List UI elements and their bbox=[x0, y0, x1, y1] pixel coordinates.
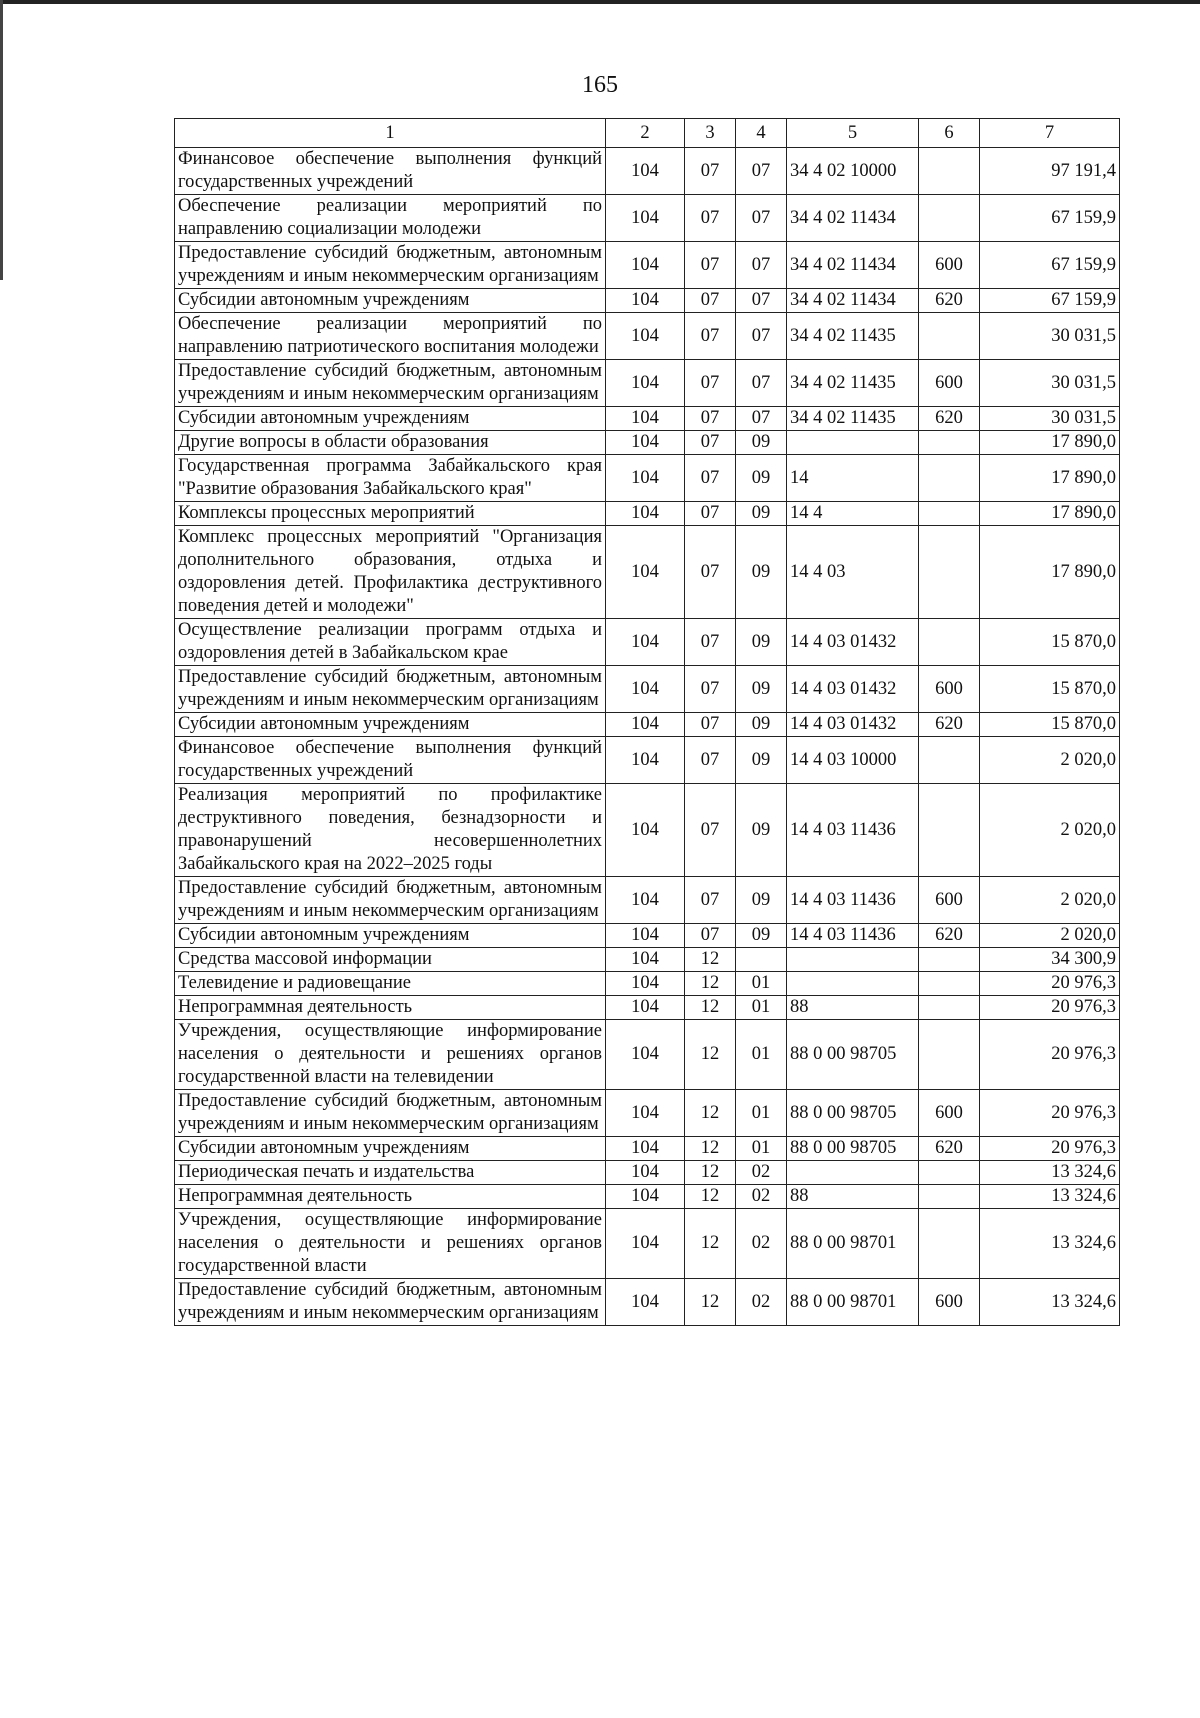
row-name-cell: Учреждения, осуществляющие информирование населения о деятельности и решениях органов государственной власти на телевидении bbox=[175, 1020, 606, 1090]
row-code-6-cell bbox=[919, 195, 980, 242]
table-row bbox=[175, 242, 1120, 289]
row-code-2-cell: 104 bbox=[606, 1020, 685, 1090]
row-name-cell: Непрограммная деятельность bbox=[175, 1185, 606, 1209]
row-code-4-cell: 09 bbox=[736, 737, 787, 784]
row-code-2-cell: 104 bbox=[606, 924, 685, 948]
page-number: 165 bbox=[582, 72, 618, 98]
row-code-5-cell: 14 4 03 10000 bbox=[787, 737, 919, 784]
row-code-6-cell: 600 bbox=[919, 360, 980, 407]
table-row bbox=[175, 1209, 1120, 1279]
page-top-edge bbox=[0, 0, 1200, 4]
row-name-cell: Предоставление субсидий бюджетным, автономным учреждениям и иным некоммерческим организациям bbox=[175, 877, 606, 924]
row-code-5-cell: 34 4 02 11434 bbox=[787, 289, 919, 313]
row-code-3-cell: 07 bbox=[685, 195, 736, 242]
row-code-6-cell bbox=[919, 1185, 980, 1209]
row-code-5-cell: 88 0 00 98705 bbox=[787, 1137, 919, 1161]
table-body bbox=[175, 148, 1120, 1326]
row-code-3-cell: 12 bbox=[685, 996, 736, 1020]
row-code-5-cell: 14 4 03 11436 bbox=[787, 924, 919, 948]
row-code-2-cell: 104 bbox=[606, 526, 685, 619]
row-code-5-cell: 14 bbox=[787, 455, 919, 502]
row-code-3-cell: 07 bbox=[685, 455, 736, 502]
row-code-3-cell: 07 bbox=[685, 666, 736, 713]
row-code-3-cell: 07 bbox=[685, 242, 736, 289]
row-code-2-cell: 104 bbox=[606, 289, 685, 313]
row-code-5-cell bbox=[787, 948, 919, 972]
row-code-2-cell: 104 bbox=[606, 242, 685, 289]
row-amount-cell: 20 976,3 bbox=[980, 996, 1120, 1020]
row-amount-cell: 17 890,0 bbox=[980, 502, 1120, 526]
row-amount-cell: 15 870,0 bbox=[980, 713, 1120, 737]
row-code-4-cell: 09 bbox=[736, 455, 787, 502]
row-amount-cell: 13 324,6 bbox=[980, 1185, 1120, 1209]
row-amount-cell: 13 324,6 bbox=[980, 1279, 1120, 1326]
row-code-4-cell: 09 bbox=[736, 666, 787, 713]
row-code-3-cell: 07 bbox=[685, 360, 736, 407]
table-row bbox=[175, 972, 1120, 996]
row-code-2-cell: 104 bbox=[606, 1185, 685, 1209]
row-amount-cell: 67 159,9 bbox=[980, 242, 1120, 289]
row-code-6-cell bbox=[919, 737, 980, 784]
row-code-3-cell: 07 bbox=[685, 148, 736, 195]
row-code-2-cell: 104 bbox=[606, 619, 685, 666]
row-code-6-cell: 620 bbox=[919, 713, 980, 737]
row-code-2-cell: 104 bbox=[606, 360, 685, 407]
row-name-cell: Обеспечение реализации мероприятий по направлению патриотического воспитания молодежи bbox=[175, 313, 606, 360]
row-code-3-cell: 12 bbox=[685, 1279, 736, 1326]
row-code-4-cell: 09 bbox=[736, 526, 787, 619]
row-code-5-cell bbox=[787, 431, 919, 455]
row-code-5-cell: 88 0 00 98701 bbox=[787, 1209, 919, 1279]
row-code-6-cell: 600 bbox=[919, 877, 980, 924]
table-row bbox=[175, 502, 1120, 526]
row-amount-cell: 30 031,5 bbox=[980, 313, 1120, 360]
row-name-cell: Предоставление субсидий бюджетным, автономным учреждениям и иным некоммерческим организациям bbox=[175, 360, 606, 407]
row-code-4-cell: 07 bbox=[736, 313, 787, 360]
row-code-2-cell: 104 bbox=[606, 1090, 685, 1137]
column-header: 4 bbox=[736, 119, 787, 148]
row-code-3-cell: 07 bbox=[685, 713, 736, 737]
budget-table bbox=[174, 118, 1120, 1326]
table-row bbox=[175, 526, 1120, 619]
row-amount-cell: 97 191,4 bbox=[980, 148, 1120, 195]
row-name-cell: Субсидии автономным учреждениям bbox=[175, 407, 606, 431]
table-row bbox=[175, 455, 1120, 502]
row-code-5-cell: 88 0 00 98705 bbox=[787, 1090, 919, 1137]
row-name-cell: Предоставление субсидий бюджетным, автономным учреждениям и иным некоммерческим организациям bbox=[175, 1090, 606, 1137]
row-code-3-cell: 07 bbox=[685, 431, 736, 455]
row-name-cell: Субсидии автономным учреждениям bbox=[175, 713, 606, 737]
row-name-cell: Реализация мероприятий по профилактике деструктивного поведения, безнадзорности и правонарушений несовершеннолетних Забайкальского края на 2022–2025 годы bbox=[175, 784, 606, 877]
row-code-6-cell bbox=[919, 948, 980, 972]
row-code-5-cell: 34 4 02 11435 bbox=[787, 360, 919, 407]
row-amount-cell: 67 159,9 bbox=[980, 289, 1120, 313]
row-code-6-cell: 600 bbox=[919, 1090, 980, 1137]
row-code-4-cell: 07 bbox=[736, 195, 787, 242]
table-row bbox=[175, 924, 1120, 948]
row-code-4-cell: 07 bbox=[736, 148, 787, 195]
row-code-6-cell bbox=[919, 455, 980, 502]
table-row bbox=[175, 1185, 1120, 1209]
row-code-3-cell: 07 bbox=[685, 502, 736, 526]
row-amount-cell: 15 870,0 bbox=[980, 666, 1120, 713]
row-code-4-cell: 09 bbox=[736, 784, 787, 877]
row-code-6-cell bbox=[919, 313, 980, 360]
row-name-cell: Непрограммная деятельность bbox=[175, 996, 606, 1020]
row-code-3-cell: 07 bbox=[685, 289, 736, 313]
row-amount-cell: 17 890,0 bbox=[980, 431, 1120, 455]
row-code-4-cell: 07 bbox=[736, 289, 787, 313]
row-code-5-cell: 34 4 02 11435 bbox=[787, 313, 919, 360]
row-amount-cell: 20 976,3 bbox=[980, 1090, 1120, 1137]
row-code-5-cell: 14 4 03 01432 bbox=[787, 666, 919, 713]
row-code-6-cell: 620 bbox=[919, 407, 980, 431]
row-amount-cell: 2 020,0 bbox=[980, 877, 1120, 924]
row-code-6-cell bbox=[919, 996, 980, 1020]
row-code-3-cell: 12 bbox=[685, 1185, 736, 1209]
row-code-3-cell: 07 bbox=[685, 313, 736, 360]
row-code-6-cell: 620 bbox=[919, 924, 980, 948]
row-amount-cell: 30 031,5 bbox=[980, 360, 1120, 407]
row-code-4-cell: 09 bbox=[736, 924, 787, 948]
row-code-2-cell: 104 bbox=[606, 431, 685, 455]
row-code-2-cell: 104 bbox=[606, 1209, 685, 1279]
row-amount-cell: 67 159,9 bbox=[980, 195, 1120, 242]
row-code-3-cell: 07 bbox=[685, 407, 736, 431]
row-code-4-cell: 01 bbox=[736, 1090, 787, 1137]
row-amount-cell: 30 031,5 bbox=[980, 407, 1120, 431]
table-row bbox=[175, 289, 1120, 313]
row-code-6-cell: 600 bbox=[919, 1279, 980, 1326]
row-code-4-cell: 01 bbox=[736, 972, 787, 996]
row-code-4-cell: 09 bbox=[736, 713, 787, 737]
table-row bbox=[175, 1279, 1120, 1326]
row-amount-cell: 17 890,0 bbox=[980, 455, 1120, 502]
row-code-4-cell: 01 bbox=[736, 996, 787, 1020]
column-header: 5 bbox=[787, 119, 919, 148]
row-code-4-cell: 01 bbox=[736, 1137, 787, 1161]
row-code-2-cell: 104 bbox=[606, 455, 685, 502]
row-code-3-cell: 07 bbox=[685, 526, 736, 619]
row-code-3-cell: 12 bbox=[685, 1209, 736, 1279]
row-code-6-cell bbox=[919, 1209, 980, 1279]
row-code-6-cell bbox=[919, 1020, 980, 1090]
row-code-4-cell: 02 bbox=[736, 1161, 787, 1185]
row-code-6-cell bbox=[919, 502, 980, 526]
table-row bbox=[175, 948, 1120, 972]
row-code-5-cell: 34 4 02 11435 bbox=[787, 407, 919, 431]
row-code-2-cell: 104 bbox=[606, 195, 685, 242]
table-header-row bbox=[175, 119, 1120, 148]
row-code-3-cell: 07 bbox=[685, 877, 736, 924]
row-name-cell: Обеспечение реализации мероприятий по направлению социализации молодежи bbox=[175, 195, 606, 242]
table-row bbox=[175, 784, 1120, 877]
row-code-4-cell: 07 bbox=[736, 360, 787, 407]
row-amount-cell: 13 324,6 bbox=[980, 1161, 1120, 1185]
row-code-5-cell: 88 bbox=[787, 996, 919, 1020]
row-amount-cell: 2 020,0 bbox=[980, 924, 1120, 948]
row-code-6-cell bbox=[919, 431, 980, 455]
column-header: 2 bbox=[606, 119, 685, 148]
row-name-cell: Финансовое обеспечение выполнения функций государственных учреждений bbox=[175, 737, 606, 784]
row-code-3-cell: 07 bbox=[685, 784, 736, 877]
row-code-2-cell: 104 bbox=[606, 313, 685, 360]
row-name-cell: Комплекс процессных мероприятий "Организация дополнительного образования, отдыха и оздоровления детей. Профилактика деструктивного поведения детей и молодежи" bbox=[175, 526, 606, 619]
row-code-6-cell bbox=[919, 148, 980, 195]
table-row bbox=[175, 713, 1120, 737]
row-code-4-cell: 09 bbox=[736, 502, 787, 526]
row-code-4-cell bbox=[736, 948, 787, 972]
row-code-6-cell: 600 bbox=[919, 242, 980, 289]
row-amount-cell: 2 020,0 bbox=[980, 737, 1120, 784]
row-code-3-cell: 12 bbox=[685, 1020, 736, 1090]
row-code-6-cell bbox=[919, 972, 980, 996]
row-name-cell: Субсидии автономным учреждениям bbox=[175, 924, 606, 948]
table-row bbox=[175, 619, 1120, 666]
row-code-2-cell: 104 bbox=[606, 948, 685, 972]
row-code-5-cell: 34 4 02 11434 bbox=[787, 242, 919, 289]
row-code-3-cell: 07 bbox=[685, 737, 736, 784]
row-code-2-cell: 104 bbox=[606, 407, 685, 431]
row-code-4-cell: 02 bbox=[736, 1279, 787, 1326]
table-row bbox=[175, 1137, 1120, 1161]
row-code-2-cell: 104 bbox=[606, 1279, 685, 1326]
row-amount-cell: 2 020,0 bbox=[980, 784, 1120, 877]
row-code-2-cell: 104 bbox=[606, 737, 685, 784]
row-amount-cell: 13 324,6 bbox=[980, 1209, 1120, 1279]
row-code-2-cell: 104 bbox=[606, 502, 685, 526]
row-code-2-cell: 104 bbox=[606, 1161, 685, 1185]
row-code-5-cell: 14 4 bbox=[787, 502, 919, 526]
row-code-4-cell: 02 bbox=[736, 1185, 787, 1209]
table-row bbox=[175, 1020, 1120, 1090]
row-name-cell: Комплексы процессных мероприятий bbox=[175, 502, 606, 526]
row-code-6-cell bbox=[919, 1161, 980, 1185]
table-row bbox=[175, 195, 1120, 242]
row-code-3-cell: 07 bbox=[685, 924, 736, 948]
row-name-cell: Другие вопросы в области образования bbox=[175, 431, 606, 455]
row-code-2-cell: 104 bbox=[606, 784, 685, 877]
row-code-3-cell: 07 bbox=[685, 619, 736, 666]
row-code-5-cell: 88 0 00 98705 bbox=[787, 1020, 919, 1090]
row-name-cell: Предоставление субсидий бюджетным, автономным учреждениям и иным некоммерческим организациям bbox=[175, 1279, 606, 1326]
row-code-3-cell: 12 bbox=[685, 1137, 736, 1161]
row-code-3-cell: 12 bbox=[685, 1090, 736, 1137]
page-left-edge bbox=[0, 0, 3, 280]
row-code-5-cell: 88 0 00 98701 bbox=[787, 1279, 919, 1326]
row-code-4-cell: 07 bbox=[736, 407, 787, 431]
row-code-4-cell: 01 bbox=[736, 1020, 787, 1090]
row-code-6-cell: 620 bbox=[919, 1137, 980, 1161]
row-code-2-cell: 104 bbox=[606, 1137, 685, 1161]
column-header: 6 bbox=[919, 119, 980, 148]
row-amount-cell: 17 890,0 bbox=[980, 526, 1120, 619]
row-code-3-cell: 12 bbox=[685, 972, 736, 996]
table-row bbox=[175, 407, 1120, 431]
row-name-cell: Средства массовой информации bbox=[175, 948, 606, 972]
row-code-5-cell: 34 4 02 10000 bbox=[787, 148, 919, 195]
table-row bbox=[175, 148, 1120, 195]
row-name-cell: Учреждения, осуществляющие информирование населения о деятельности и решениях органов государственной власти bbox=[175, 1209, 606, 1279]
row-code-4-cell: 09 bbox=[736, 431, 787, 455]
row-amount-cell: 20 976,3 bbox=[980, 972, 1120, 996]
column-header: 7 bbox=[980, 119, 1120, 148]
row-code-5-cell: 34 4 02 11434 bbox=[787, 195, 919, 242]
row-code-2-cell: 104 bbox=[606, 877, 685, 924]
table-row bbox=[175, 996, 1120, 1020]
row-code-5-cell: 14 4 03 bbox=[787, 526, 919, 619]
table-row bbox=[175, 737, 1120, 784]
row-code-6-cell: 600 bbox=[919, 666, 980, 713]
row-code-6-cell bbox=[919, 619, 980, 666]
table-row bbox=[175, 877, 1120, 924]
row-amount-cell: 34 300,9 bbox=[980, 948, 1120, 972]
row-code-2-cell: 104 bbox=[606, 972, 685, 996]
row-code-6-cell: 620 bbox=[919, 289, 980, 313]
row-code-4-cell: 09 bbox=[736, 619, 787, 666]
row-code-5-cell: 14 4 03 11436 bbox=[787, 877, 919, 924]
row-name-cell: Предоставление субсидий бюджетным, автономным учреждениям и иным некоммерческим организациям bbox=[175, 242, 606, 289]
row-code-2-cell: 104 bbox=[606, 713, 685, 737]
column-header: 3 bbox=[685, 119, 736, 148]
row-name-cell: Телевидение и радиовещание bbox=[175, 972, 606, 996]
row-name-cell: Периодическая печать и издательства bbox=[175, 1161, 606, 1185]
table-row bbox=[175, 313, 1120, 360]
table-row bbox=[175, 431, 1120, 455]
row-code-5-cell: 14 4 03 01432 bbox=[787, 713, 919, 737]
row-amount-cell: 15 870,0 bbox=[980, 619, 1120, 666]
table-row bbox=[175, 1090, 1120, 1137]
row-code-4-cell: 07 bbox=[736, 242, 787, 289]
row-code-4-cell: 09 bbox=[736, 877, 787, 924]
row-code-5-cell bbox=[787, 972, 919, 996]
row-code-5-cell: 88 bbox=[787, 1185, 919, 1209]
table-row bbox=[175, 1161, 1120, 1185]
row-name-cell: Финансовое обеспечение выполнения функций государственных учреждений bbox=[175, 148, 606, 195]
table-row bbox=[175, 666, 1120, 713]
column-header: 1 bbox=[175, 119, 606, 148]
row-code-3-cell: 12 bbox=[685, 948, 736, 972]
row-code-2-cell: 104 bbox=[606, 666, 685, 713]
row-name-cell: Предоставление субсидий бюджетным, автономным учреждениям и иным некоммерческим организациям bbox=[175, 666, 606, 713]
row-amount-cell: 20 976,3 bbox=[980, 1137, 1120, 1161]
row-code-6-cell bbox=[919, 526, 980, 619]
row-code-4-cell: 02 bbox=[736, 1209, 787, 1279]
row-amount-cell: 20 976,3 bbox=[980, 1020, 1120, 1090]
row-code-5-cell: 14 4 03 01432 bbox=[787, 619, 919, 666]
row-code-6-cell bbox=[919, 784, 980, 877]
row-name-cell: Субсидии автономным учреждениям bbox=[175, 1137, 606, 1161]
row-name-cell: Государственная программа Забайкальского края "Развитие образования Забайкальского края" bbox=[175, 455, 606, 502]
row-code-2-cell: 104 bbox=[606, 148, 685, 195]
row-code-2-cell: 104 bbox=[606, 996, 685, 1020]
row-code-3-cell: 12 bbox=[685, 1161, 736, 1185]
row-name-cell: Осуществление реализации программ отдыха и оздоровления детей в Забайкальском крае bbox=[175, 619, 606, 666]
row-name-cell: Субсидии автономным учреждениям bbox=[175, 289, 606, 313]
row-code-5-cell bbox=[787, 1161, 919, 1185]
table-row bbox=[175, 360, 1120, 407]
row-code-5-cell: 14 4 03 11436 bbox=[787, 784, 919, 877]
